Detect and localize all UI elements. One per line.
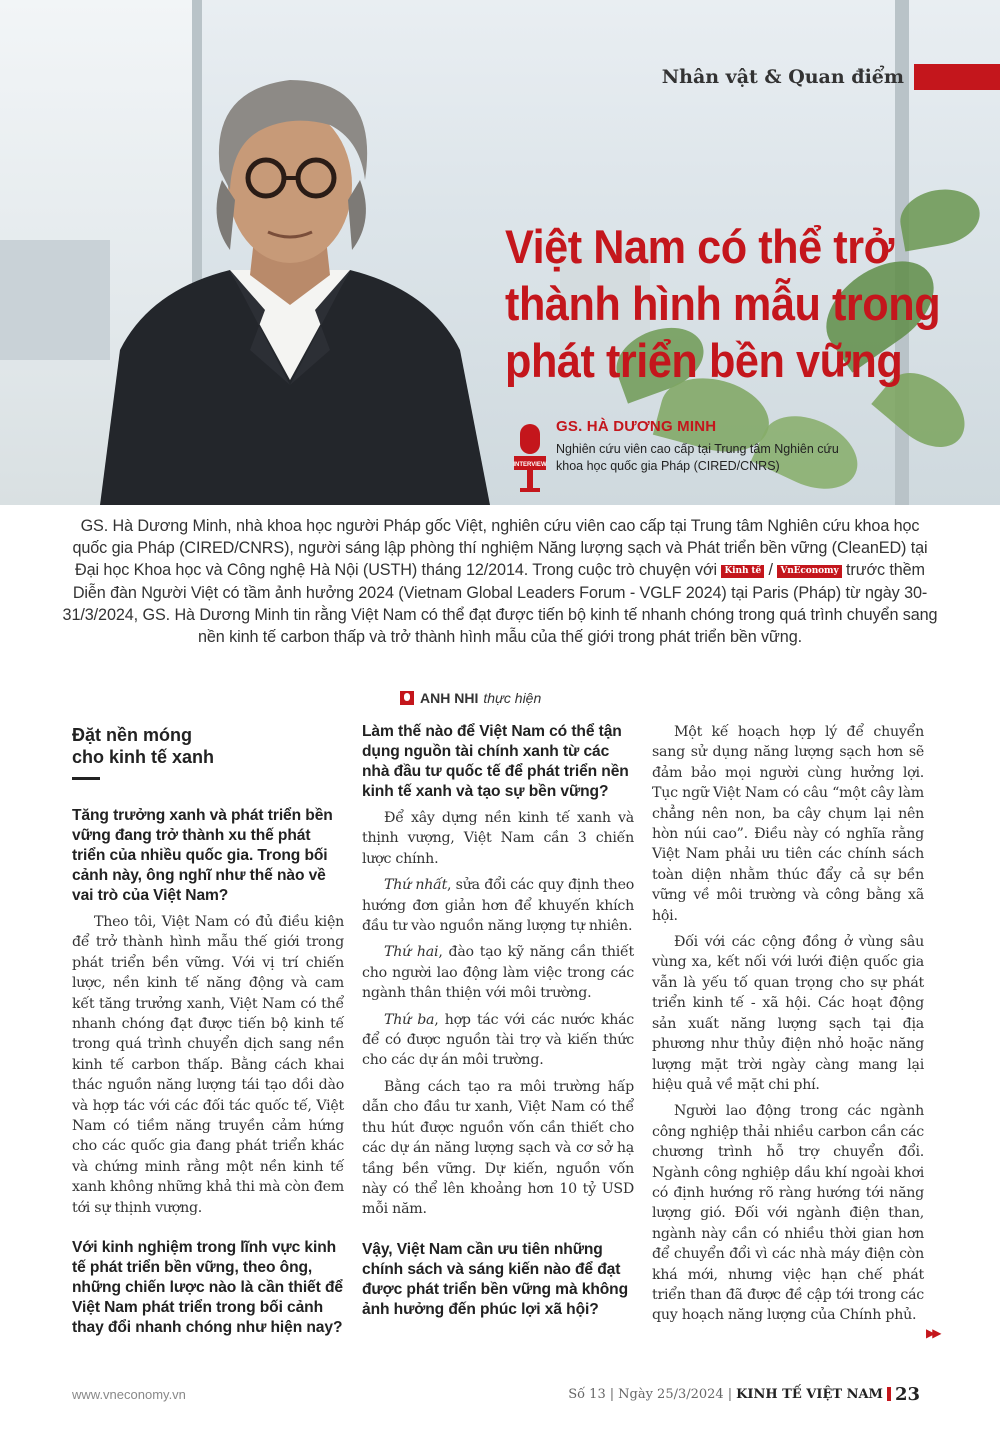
column-1 bbox=[72, 722, 344, 1344]
interviewee-role: Nghiên cứu viên cao cấp tại Trung tâm Nghiên cứu khoa học quốc gia Pháp (CIRED/CNRS) bbox=[556, 442, 839, 473]
section-tag-bar bbox=[914, 64, 1000, 90]
issue-info: Số 13 | Ngày 25/3/2024 | KINH TẾ VIỆT NAM 23 bbox=[568, 1383, 920, 1405]
article-lead: GS. Hà Dương Minh, nhà khoa học người Pháp gốc Việt, nghiên cứu viên cao cấp tại Trung tâm Nghiên cứu khoa học quốc gia Pháp (CIRED/CNRS), người sáng lập phòng thí nghiệm Năng lượng sạch và Phát triển bền vững (CleanED) tại Đại học Khoa học và Công nghệ Hà Nội (USTH) tháng 12/2014. Trong cuộc trò chuyện với Kinh tế / VnEconomy trước thềm Diễn đàn Người Việt có tầm ảnh hưởng 2024 (Vietnam Global Leaders Forum - VGLF 2024) tại Paris (Pháp) từ ngày 30-31/3/2024, GS. Hà Dương Minh tin rằng Việt Nam có thể đạt được tiến bộ kinh tế nhanh chóng trong quá trình chuyển sang nền kinh tế carbon thấp và trở thành hình mẫu của thế giới trong phát triển bền vững. bbox=[62, 517, 938, 647]
interviewee-name: GS. HÀ DƯƠNG MINH bbox=[556, 418, 717, 435]
column-3 bbox=[652, 722, 924, 1332]
microphone-icon bbox=[512, 422, 548, 494]
answer-paragraph: Theo tôi, Việt Nam có đủ điều kiện để trở thành hình mẫu thế giới trong phát triển bền vững. Với vị trí chiến lược, nền kinh tế năng động và cam kết tăng trưởng xanh, Việt Nam có thể nhanh chóng đạt được tiến bộ kinh tế trong quá trình chuyển dịch sang nền kinh tế carbon thấp. Bằng cách khai thác nguồn năng lượng tái tạo dồi dào và hợp tác với các đối tác quốc tế, Việt Nam có tiềm năng truyền cảm hứng cho các quốc gia đang phát triển khác và chứng minh rằng một nền kinh tế xanh không những khả thi mà còn đem tới sự thịnh vượng. bbox=[72, 914, 344, 1216]
answer-paragraph: Đối với các cộng đồng ở vùng sâu vùng xa, kết nối với lưới điện quốc gia vẫn là yếu tố quan trọng cho sự phát triển kinh tế - xã hội. Các hoạt động sản xuất năng lượng sạch tại địa phương như thủy điện nhỏ hoặc năng lượng mặt trời ngày càng mang lại hiệu quả về mặt chi phí. bbox=[652, 934, 924, 1093]
svg-text:INTERVIEW: INTERVIEW bbox=[513, 462, 547, 468]
answer-paragraph: Thứ ba, hợp tác với các nước khác để có được nguồn tài trợ và kiến thức cho các dự án môi trường. bbox=[362, 1011, 634, 1069]
question: Làm thế nào để Việt Nam có thể tận dụng nguồn tài chính xanh từ các nhà đầu tư quốc tế để phát triển nền kinh tế xanh và tạo sự bền vững? bbox=[362, 723, 629, 800]
publication-name: KINH TẾ VIỆT NAM bbox=[736, 1386, 883, 1402]
vneconomy-logo: VnEconomy bbox=[777, 565, 841, 578]
answer-paragraph: Để xây dựng nền kinh tế xanh và thịnh vượng, Việt Nam cần 3 chiến lược chính. bbox=[362, 810, 634, 867]
portrait-photo bbox=[80, 50, 500, 505]
reporter-role: thực hiện bbox=[483, 690, 542, 706]
pen-icon bbox=[400, 691, 414, 705]
issue-number: Số 13 bbox=[568, 1386, 606, 1402]
section-rule bbox=[72, 768, 100, 780]
hero-image bbox=[0, 0, 1000, 505]
section-heading: Đặt nền móng cho kinh tế xanh bbox=[72, 725, 215, 767]
column-2 bbox=[362, 722, 634, 1326]
double-arrow-icon: ▶▶ bbox=[926, 1326, 939, 1340]
footer-accent-bar bbox=[887, 1387, 891, 1401]
article-headline: Việt Nam có thể trở thành hình mẫu trong phát triển bền vững bbox=[505, 220, 941, 387]
reporter-credit bbox=[400, 688, 541, 708]
answer-paragraph: Thứ hai, đào tạo kỹ năng cần thiết cho người lao động làm việc trong các ngành thân thiện với môi trường. bbox=[362, 944, 634, 1002]
answer-paragraph: Người lao động trong các ngành công nghiệp thải nhiều carbon cần các chương trình hỗ trợ chuyển đổi. Ngành công nghiệp dầu khí ngoài khơi có định hướng rõ ràng hướng tới năng lượng gió. Đối với ngành điện than, ngành này cần có nhiều thời gian hơn để chuyển đổi vì các nhà máy điện còn khá mới, nhưng việc hạn chế phát triển than đã được đề cập tới trong các quy hoạch năng lượng của Chính phủ. bbox=[652, 1103, 924, 1324]
question: Vậy, Việt Nam cần ưu tiên những chính sách và sáng kiến nào để đạt được phát triển bền vững mà không ảnh hưởng đến phúc lợi xã hội? bbox=[362, 1240, 629, 1318]
interviewee-byline bbox=[512, 418, 942, 500]
kinh-te-logo: Kinh tế bbox=[721, 565, 764, 578]
answer-paragraph: Bằng cách tạo ra môi trường hấp dẫn cho đầu tư xanh, Việt Nam có thể thu hút được nguồn vốn cần thiết cho các dự án năng lượng sạch và cơ sở hạ tầng bền vững. Dự kiến, nguồn vốn này có thể lên khoảng hơn 10 tỷ USD mỗi năm. bbox=[362, 1078, 634, 1218]
page-footer bbox=[72, 1383, 920, 1405]
page-number: 23 bbox=[894, 1383, 920, 1405]
section-tag bbox=[662, 64, 1000, 90]
website-url[interactable]: www.vneconomy.vn bbox=[72, 1387, 186, 1402]
answer-paragraph: Thứ nhất, sửa đổi các quy định theo hướng đơn giản hơn để khuyến khích đầu tư vào nguồn năng lượng tự nhiên. bbox=[362, 877, 635, 935]
issue-date: Ngày 25/3/2024 bbox=[618, 1386, 724, 1402]
question: Với kinh nghiệm trong lĩnh vực kinh tế phát triển bền vững, theo ông, những chiến lược nào là cần thiết để Việt Nam phát triển trong bối cảnh thay đổi nhanh chóng như hiện nay? bbox=[72, 1239, 343, 1337]
section-tag-label: Nhân vật & Quan điểm bbox=[661, 66, 904, 88]
answer-paragraph: Một kế hoạch hợp lý để chuyển sang sử dụng năng lượng sạch hơn sẽ đảm bảo mọi người cùng hưởng lợi. Tục ngữ Việt Nam có câu “một cây làm chẳng nên non, ba cây chụm lại nên hòn núi cao”. Điều này có nghĩa rằng Việt Nam phải ưu tiên các chính sách toàn diện nhằm thúc đẩy cả sự bền vững về môi trường và công bằng xã hội. bbox=[652, 724, 924, 924]
question: Tăng trưởng xanh và phát triển bền vững đang trở thành xu thế phát triển của nhiều quốc gia. Trong bối cảnh này, ông nghĩ như thế nào về vai trò của Việt Nam? bbox=[72, 807, 333, 904]
reporter-name: ANH NHI bbox=[420, 690, 479, 706]
